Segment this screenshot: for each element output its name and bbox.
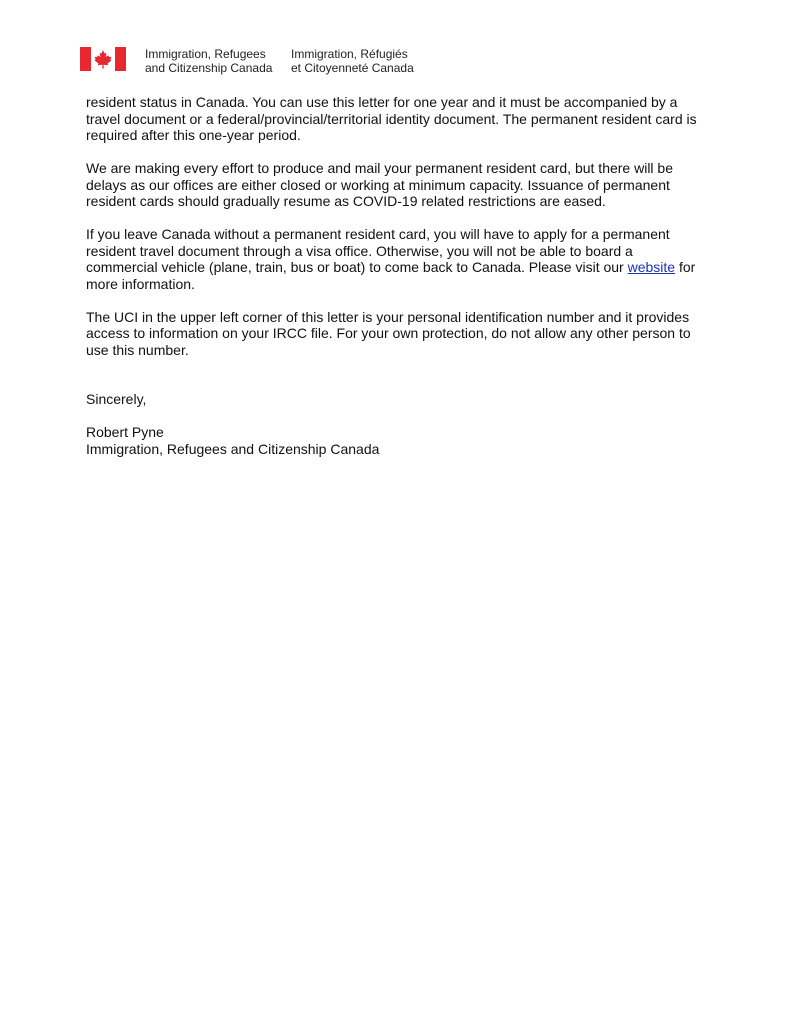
- signer-name: Robert Pyne: [86, 424, 164, 440]
- letter-body: [86, 94, 706, 474]
- org-name-fr-line1: Immigration, Réfugiés: [291, 47, 408, 61]
- canada-flag-icon: [80, 47, 126, 71]
- org-name-english: [145, 47, 291, 75]
- org-name-en-line2: and Citizenship Canada: [145, 61, 273, 75]
- org-name-en-line1: Immigration, Refugees: [145, 47, 266, 61]
- org-name-fr-line2: et Citoyenneté Canada: [291, 61, 414, 75]
- letterhead: [80, 47, 451, 75]
- signature-block: [86, 424, 706, 457]
- paragraph-travel-document: [86, 226, 706, 292]
- paragraph-resident-status: resident status in Canada. You can use this letter for one year and it must be accompanied by a travel document or a federal/provincial/territorial identity document. The permanent resident card is required after this one-year period.: [86, 94, 697, 143]
- closing-salutation: Sincerely,: [86, 391, 147, 407]
- org-name-french: [291, 47, 451, 75]
- paragraph-travel-text: If you leave Canada without a permanent resident card, you will have to apply for a permanent resident travel document through a visa office. Otherwise, you will not be able to board a commercial vehicle (plane, train, bus or boat) to come back to Canada. Please visit our: [86, 226, 670, 275]
- signer-organization: Immigration, Refugees and Citizenship Canada: [86, 440, 380, 457]
- website-link[interactable]: website: [627, 259, 676, 275]
- paragraph-card-production: We are making every effort to produce and mail your permanent resident card, but there will be delays as our offices are either closed or working at minimum capacity. Issuance of permanent resident cards should gradually resume as COVID-19 related restrictions are eased.: [86, 160, 674, 209]
- paragraph-travel-text-end: for more information.: [86, 259, 696, 292]
- paragraph-uci-info: The UCI in the upper left corner of this letter is your personal identification number and it provides access to information on your IRCC file. For your own protection, do not allow any other person to use this number.: [86, 308, 691, 358]
